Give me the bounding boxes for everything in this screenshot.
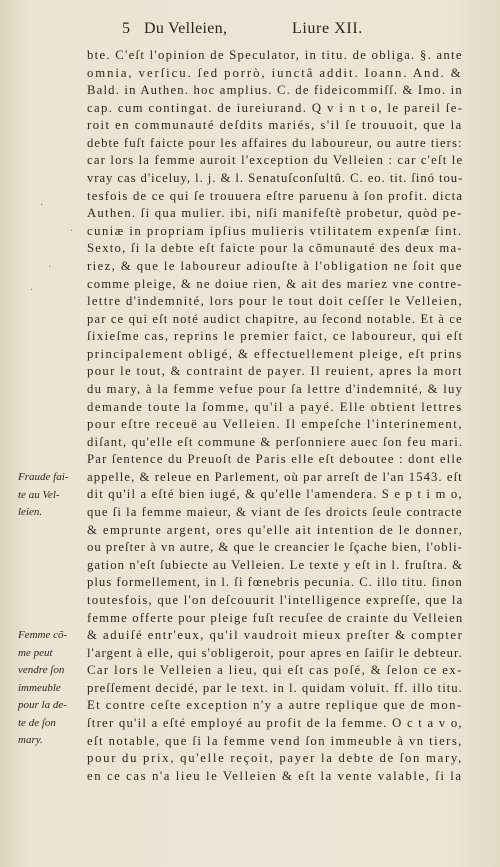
text-line: lettre d'indemnité, lors pour le tout doit ceſſer le Velleien, [87, 294, 463, 309]
margin-note-line: vendre ſon [18, 664, 65, 677]
text-line: femme offerte pour pleige fuſt recuſee de crainte du Velleien [87, 610, 464, 625]
ink-show-through-mark: · [40, 200, 44, 211]
text-line: tesfois de ce qui ſe trouuera eſtre paruenu à ſon profit. dicta [87, 188, 464, 203]
text-line: vray cas d'iceluy, l. j. & l. Senatuſconſultû. C. eo. tit. ſinó tou- [87, 171, 464, 186]
text-line: demande toute la ſomme, qu'il a payé. Elle obtient lettres [87, 399, 463, 414]
text-line: eſt notable, que ſi la femme vend ſon immeuble à vn tiers, [87, 733, 463, 748]
margin-note-fraude [18, 469, 84, 522]
margin-note-line: leien. [18, 506, 43, 519]
text-line: Par ſentence du Preuoſt de Paris elle eſt deboutee : dont elle [87, 452, 463, 467]
text-line: cap. cum contingat. de iureiurand. Q v i n t o, le pareil ſe- [87, 100, 464, 115]
text-line: par ce qui eſt noté audict chapitre, au ſecond notable. Et à ce [87, 311, 463, 326]
margin-note-femme [18, 627, 84, 750]
text-line: pour le tout, & contraint de payer. Il reuient, apres la mort [87, 364, 463, 379]
text-line: Et contre ceſte exception n'y a autre replique que de mon- [87, 698, 463, 713]
margin-note-line: te de ſon [18, 716, 56, 729]
text-line: ſixieſme cas, reprins le premier faict, ce laboureur, qui eſt [87, 329, 464, 344]
page-number: 5 [122, 20, 130, 37]
margin-note-line: me peut [18, 646, 53, 659]
text-line: principalement obligé, & effectuellement pleige, eſt prins [87, 346, 463, 361]
text-line: pour du prix, qu'elle reçoit, payer la debte de ſon mary, [87, 751, 464, 766]
ink-show-through-mark: · [70, 226, 74, 237]
body-text [87, 47, 465, 785]
text-line: omnia, verſicu. ſed porrò, iunctâ addit. Ioann. And. & [87, 65, 463, 80]
text-line: pour eſtre receuë au Velleien. Il empeſche l'interinement, [87, 417, 464, 432]
text-line: Authen. ſi qua mulier. ibi, niſi manifeſtè probetur, quòd pe- [87, 206, 463, 221]
margin-note-line: Fraude fai- [18, 471, 69, 483]
text-line: debte fuſt faicte pour les affaires du laboureur, ou autre tiers: [87, 135, 463, 150]
page-header [0, 20, 500, 42]
text-line: Sexto, ſi la debte eſt faicte pour la cõmunauté des deux ma- [87, 241, 463, 256]
text-line: l'argent à elle, qui s'obligeroit, pour apres en ſaiſir le debteur. [87, 645, 463, 660]
text-line: diſant, qu'elle eſt commune & perſonniere auec ſon feu mari. [87, 434, 464, 449]
ink-show-through-mark: · [30, 285, 34, 296]
text-line: & aduiſé entr'eux, qu'il vaudroit mieux preſter & compter [87, 628, 464, 643]
book-number: Liure XII. [292, 20, 363, 37]
text-line: ou preſter à vn autre, & que le creancier le ſçache bien, l'obli- [87, 540, 463, 555]
text-line: & emprunte argent, ores qu'elle ait intention de le donner, [87, 522, 464, 537]
margin-note-line: te au Vel- [18, 488, 60, 501]
text-line: ſtrer qu'il a eſté employé au profit de la femme. O c t a v o, [87, 715, 463, 730]
running-title: Du Velleien, [144, 20, 228, 37]
text-line: du mary, à la femme vefue pour ſa lettre d'indemnité, & luy [87, 381, 464, 396]
text-line: dit qu'il a eſté bien iugé, & qu'elle l'amendera. S e p t i m o, [87, 487, 463, 502]
text-line: Bald. in Authen. hoc amplius. C. de fideicommiſſ. & Imo. in [87, 83, 463, 98]
text-line: toutesfois, que l'on deſcouurit l'intelligence expreſſe, que la [87, 592, 464, 607]
margin-note-line: immeuble [18, 681, 61, 694]
text-line: roit en communauté deſdits mariés, s'il ſe trouuoit, que la [87, 118, 463, 133]
margin-note-line: mary. [18, 734, 43, 747]
text-line: car lors la femme auroit l'exception du Velleien : car c'eſt le [87, 153, 464, 168]
margin-note-line: Femme cõ- [18, 629, 68, 641]
text-line: riez, & que le laboureur adiouſte à l'obligation ne ſoit que [87, 258, 463, 273]
text-line: plus formellement, in l. ſi fœnebris pecunia. C. illo titu. ſinon [87, 575, 463, 590]
ink-show-through-mark: · [48, 262, 52, 273]
text-line: en ce cas n'a lieu le Velleien & eſt la vente valable, ſi la [87, 768, 463, 783]
text-line: appelle, & releue en Parlement, où par arreſt de l'an 1543. eſt [87, 469, 463, 484]
text-line: comme pleige, & ne doiue rien, & ait des mariez vne contre- [87, 276, 463, 291]
text-line: preſſement decidé, par le text. in l. quidam voluit. ff. illo titu. [87, 680, 463, 695]
text-line: gation n'eſt ſubiecte au Velleien. Le texte y eſt in l. fruſtra. & [87, 557, 464, 572]
text-line: que ſi la femme maieur, & viant de ſes droicts ſeule contracte [87, 505, 463, 520]
margin-note-line: pour la de- [18, 699, 67, 712]
text-line: Car lors le Velleien a lieu, qui eſt cas poſé, & ſelon ce ex- [87, 663, 463, 678]
text-line: cuniæ in propriam ipſius mulieris vtilitatem expenſæ ſint. [87, 223, 463, 238]
text-line: bte. C'eſt l'opinion de Speculator, in titu. de obliga. §. ante [87, 48, 463, 62]
